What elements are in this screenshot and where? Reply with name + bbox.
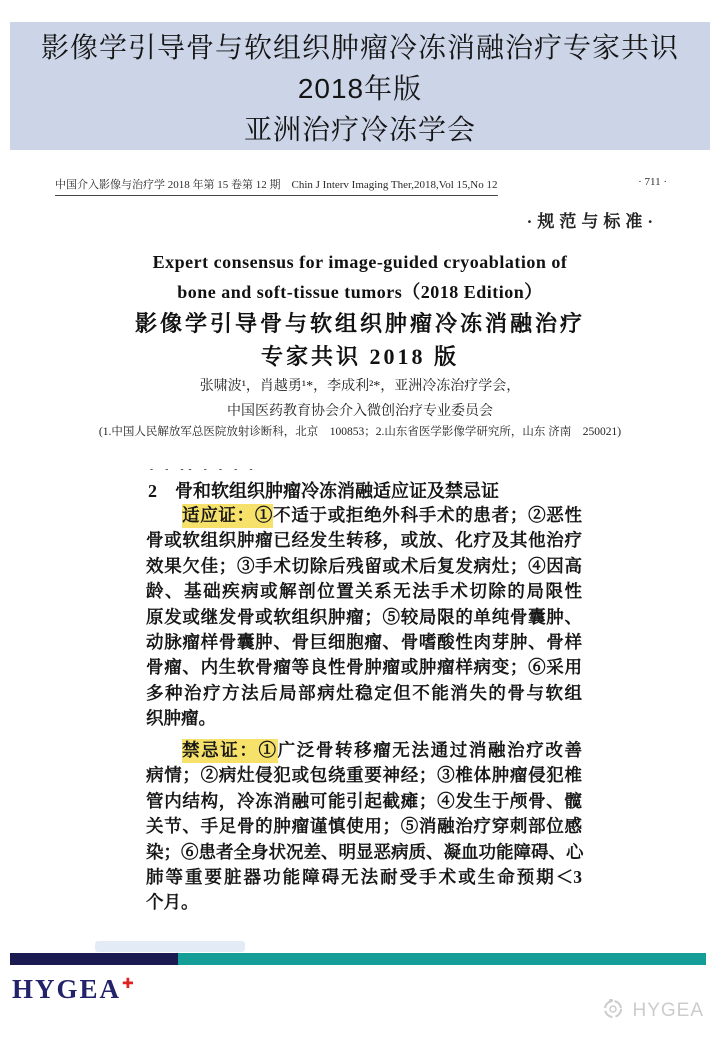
- indications-line: 效果欠佳；③手术切除后残留或术后复发病灶；④因高: [146, 555, 582, 576]
- contraindications-lines: [146, 763, 582, 915]
- camera-icon: [601, 996, 625, 1025]
- contraindications-line: 染；⑥患者全身状况差、明显恶病质、凝血功能障碍、心: [146, 841, 584, 862]
- indications-highlight-label: 适应证：①: [182, 504, 273, 528]
- indications-lines: [146, 528, 582, 731]
- indications-first-line-rest: 不适于或拒绝外科手术的患者；②恶性: [273, 505, 583, 525]
- contraindications-line: 管内结构，冷冻消融可能引起截瘫；④发生于颅骨、髋: [146, 790, 582, 811]
- contraindications-line: 肺等重要脏器功能障碍无法耐受手术或生命预期＜3: [146, 867, 582, 888]
- authors-line1: 张啸波¹，肖越勇¹*，李成利²*，亚洲冷冻治疗学会，: [199, 379, 521, 394]
- hygea-logo: [12, 974, 136, 1005]
- indications-line: 织肿瘤。: [146, 708, 216, 729]
- banner-title-line1: 影像学引导骨与软组织肿瘤冷冻消融治疗专家共识: [40, 32, 679, 63]
- contraindications-paragraph: [146, 738, 582, 916]
- indications-line: 动脉瘤样骨囊肿、骨巨细胞瘤、骨嗜酸性肉芽肿、骨样: [146, 632, 582, 653]
- footer-teal-bar: [178, 953, 706, 965]
- contraindications-line: 病情；②病灶侵犯或包绕重要神经；③椎体肿瘤侵犯椎: [146, 765, 582, 786]
- column-category-label: ·规范与标准·: [526, 212, 658, 231]
- indications-line: 原发或继发骨或软组织肿瘤；⑤较局限的单纯骨囊肿、: [146, 606, 582, 627]
- affiliation-line: (1.中国人民解放军总医院放射诊断科，北京 100853；2.山东省医学影像学研究所，山东 济南 250021): [98, 426, 622, 438]
- watermark: [601, 996, 704, 1025]
- journal-citation: 中国介入影像与治疗学 2018 年第 15 卷第 12 期 Chin J Interv Imaging Ther,2018,Vol 15,No 12: [55, 176, 498, 196]
- article-title-cn-line1: 影像学引导骨与软组织肿瘤冷冻消融治疗: [134, 311, 585, 336]
- authors-block: [0, 374, 720, 424]
- red-cross-icon: ✚: [122, 976, 136, 992]
- indications-paragraph: [146, 503, 582, 732]
- journal-header-row: [55, 176, 667, 196]
- article-title-en: [0, 247, 720, 307]
- article-title-en-line2: bone and soft-tissue tumors（2018 Edition）: [177, 282, 543, 302]
- article-title-cn: [0, 307, 720, 373]
- indications-line: 骨或软组织肿瘤已经发生转移，或放、化疗及其他治疗: [146, 530, 582, 551]
- section-2-heading: 2 骨和软组织肿瘤冷冻消融适应证及禁忌证: [148, 481, 499, 501]
- watermark-text: HYGEA: [632, 999, 704, 1021]
- contraindications-first-line: [146, 738, 582, 763]
- article-title-en-line1: Expert consensus for image-guided cryoablation of: [152, 252, 568, 272]
- indications-first-line: [146, 503, 582, 528]
- contraindications-first-line-rest: 广泛骨转移瘤无法通过消融治疗改善: [277, 740, 582, 760]
- contraindications-line: 个月。: [146, 892, 199, 913]
- scan-artifact: [95, 941, 245, 952]
- indications-line: 骨瘤、内生软骨瘤等良性骨肿瘤或肿瘤样病变；⑥采用: [146, 657, 582, 678]
- contraindications-highlight-label: 禁忌证：①: [182, 739, 278, 763]
- page-number: · 711 ·: [638, 176, 667, 188]
- article-title-cn-line2: 专家共识 2018 版: [260, 344, 459, 369]
- contraindications-line: 关节、手足骨的肿瘤谨慎使用；⑤消融治疗穿刺部位感: [146, 816, 582, 837]
- indications-line: 多种治疗方法后局部病灶稳定但不能消失的骨与软组: [146, 682, 582, 703]
- banner-title-line3: 亚洲治疗冷冻学会: [243, 114, 476, 145]
- banner-title-line2: 2018年版: [297, 73, 423, 104]
- footer-navy-bar: [10, 953, 178, 965]
- clipped-text-fragments: - - -- - - - -: [150, 464, 258, 472]
- indications-line: 龄、基础疾病或解剖位置关系无法手术切除的局限性: [146, 581, 582, 602]
- consensus-banner: [10, 22, 710, 150]
- authors-line2: 中国医药教育协会介入微创治疗专业委员会: [227, 404, 493, 419]
- hygea-logo-text: HYGEA: [12, 974, 122, 1004]
